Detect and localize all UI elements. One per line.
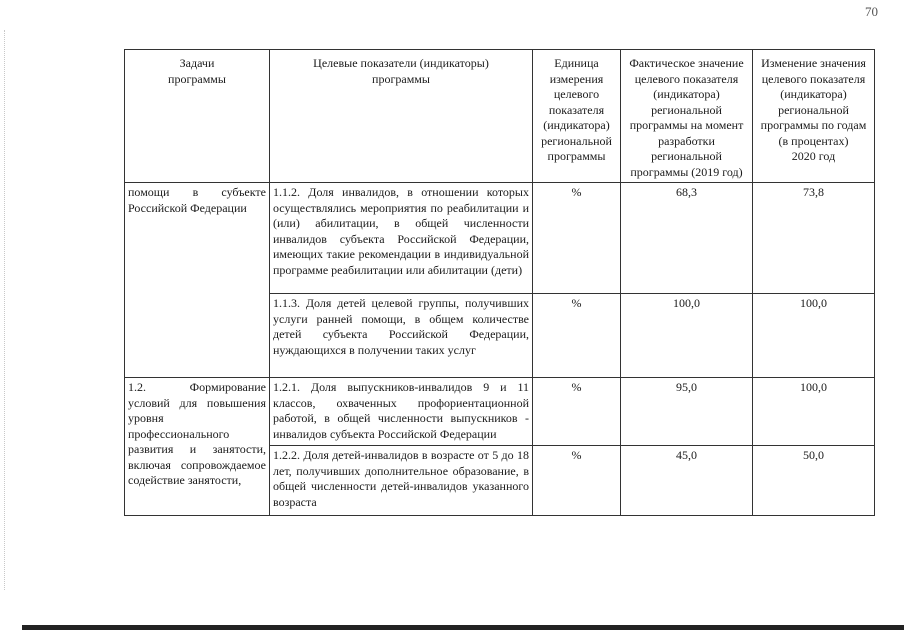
header-unit: Единица измерения целевого показателя (индикатора) региональной программы <box>533 50 621 183</box>
change-2020-cell: 50,0 <box>753 446 875 516</box>
unit-cell: % <box>533 378 621 446</box>
actual-value-cell: 100,0 <box>621 294 753 378</box>
table-header-row <box>125 50 875 183</box>
scan-margin-line <box>4 30 7 590</box>
indicator-cell: 1.2.2. Доля детей-инвалидов в возрасте от 5 до 18 лет, получивших дополнительное образование, в общей численности детей-инвалидов указанного возраста <box>270 446 533 516</box>
unit-cell: % <box>533 183 621 294</box>
target-indicators-table <box>124 49 875 516</box>
table-row <box>125 183 875 294</box>
change-2020-cell: 100,0 <box>753 378 875 446</box>
actual-value-cell: 45,0 <box>621 446 753 516</box>
header-change-2020: Изменение значения целевого показателя (индикатора) региональной программы по годам (в процентах) 2020 год <box>753 50 875 183</box>
unit-cell: % <box>533 294 621 378</box>
actual-value-cell: 68,3 <box>621 183 753 294</box>
page-number: 70 <box>865 4 878 19</box>
change-2020-cell: 73,8 <box>753 183 875 294</box>
header-indicators: Целевые показатели (индикаторы) программы <box>270 50 533 183</box>
scan-bottom-edge <box>22 625 904 630</box>
header-tasks: Задачи программы <box>125 50 270 183</box>
indicator-cell: 1.1.2. Доля инвалидов, в отношении которых осуществлялись мероприятия по реабилитации и (или) абилитации, в общей численности инвалидов субъекта Российской Федерации, имеющих такие рекомендации в индивидуальной программе реабилитации или абилитации (дети) <box>270 183 533 294</box>
actual-value-cell: 95,0 <box>621 378 753 446</box>
header-actual-value: Фактическое значение целевого показателя (индикатора) региональной программы на момент разработки региональной программы (2019 год) <box>621 50 753 183</box>
change-2020-cell: 100,0 <box>753 294 875 378</box>
unit-cell: % <box>533 446 621 516</box>
task-cell: 1.2. Формирование условий для повышения уровня профессионального развития и занятости, включая сопровождаемое содействие занятости, <box>125 378 270 516</box>
table-row <box>125 378 875 446</box>
indicator-cell: 1.2.1. Доля выпускников-инвалидов 9 и 11 классов, охваченных профориентационной работой, в общей численности выпускников - инвалидов субъекта Российской Федерации <box>270 378 533 446</box>
task-cell: помощи в субъекте Российской Федерации <box>125 183 270 378</box>
indicator-cell: 1.1.3. Доля детей целевой группы, получивших услуги ранней помощи, в общем количестве детей субъекта Российской Федерации, нуждающихся в получении таких услуг <box>270 294 533 378</box>
